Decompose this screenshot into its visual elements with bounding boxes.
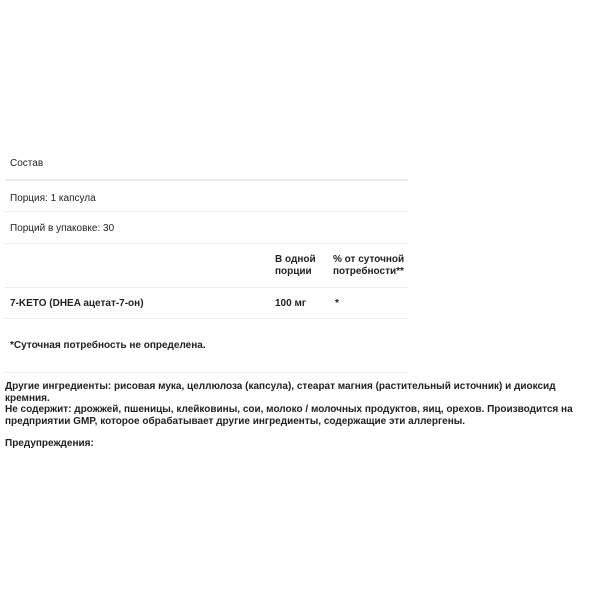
- column-header-row: [5, 244, 408, 288]
- serving-size: Порция: 1 капсула: [10, 193, 96, 204]
- free-of-text: Не содержит: дрожжей, пшеницы, клейковины, сои, молоко / молочных продуктов, яиц, орехов. Производится на предприятии GMP, которое обрабатывает другие ингредиенты, содержащие эти аллергены.: [5, 404, 573, 427]
- table-heading-row: [5, 148, 408, 180]
- other-ingredients-text: Другие ингредиенты: рисовая мука, целлюлоза (капсула), стеарат магния (растительный источник) и диоксид кремния.: [5, 381, 556, 404]
- ingredient-amount: 100 мг: [275, 298, 307, 309]
- ingredient-daily-value: *: [335, 298, 339, 309]
- servings-per-container: Порций в упаковке: 30: [10, 223, 115, 234]
- ingredient-row: [5, 288, 408, 319]
- supplement-facts-table: [5, 148, 408, 373]
- column-amount-header: В одной порции: [275, 254, 316, 277]
- table-heading: Состав: [10, 158, 44, 169]
- daily-value-footnote: *Суточная потребность не определена.: [10, 340, 206, 351]
- serving-size-row: [5, 180, 408, 212]
- footnote-row: [5, 319, 408, 373]
- ingredient-name: 7-KETO (DHEA ацетат-7-он): [10, 298, 144, 309]
- warnings-heading: Предупреждения:: [5, 438, 94, 449]
- column-daily-value-header: % от суточной потребности**: [333, 254, 405, 277]
- servings-per-container-row: [5, 212, 408, 244]
